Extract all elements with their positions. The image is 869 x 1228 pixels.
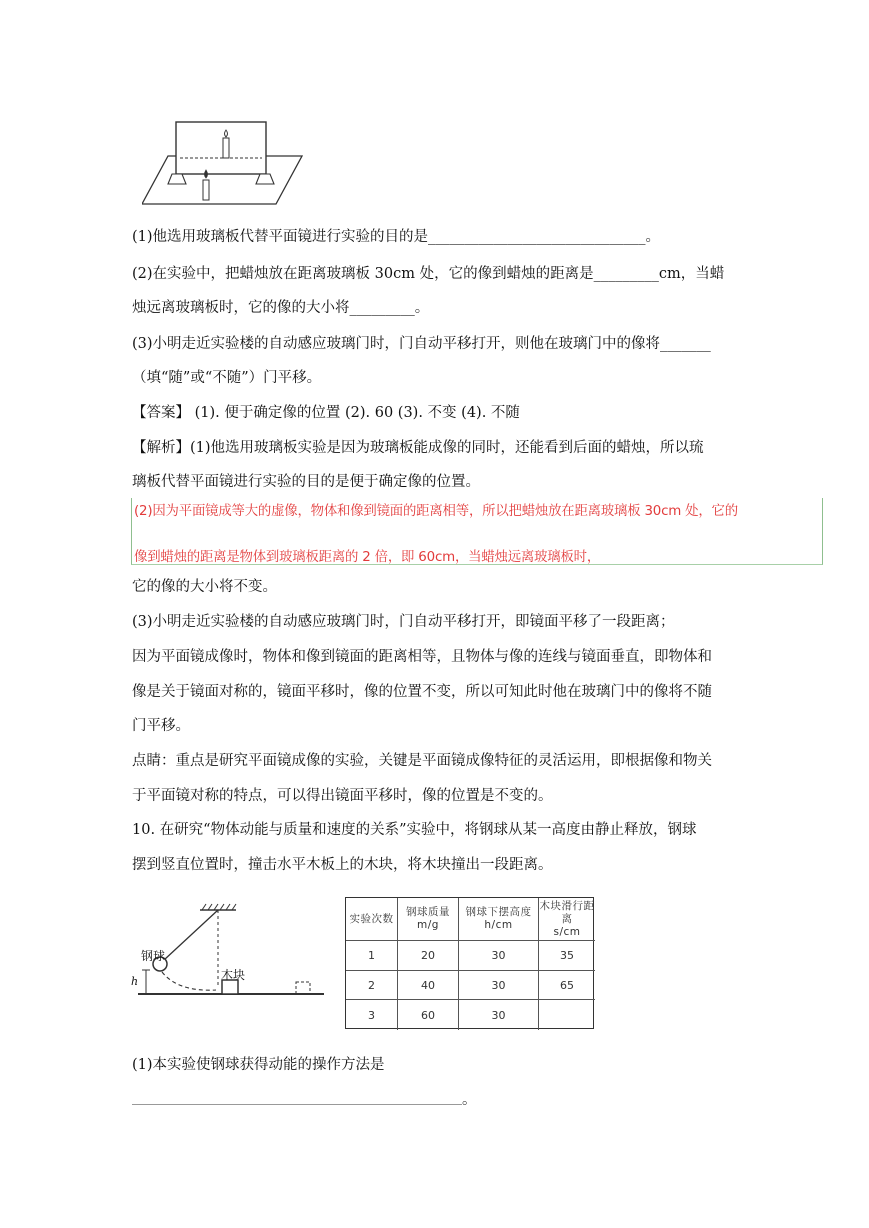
experiment-data-table [345, 897, 594, 1029]
q10-stem-line-2: 摆到竖直位置时，撞击水平木板上的木块，将木块撞出一段距离。 [132, 857, 553, 873]
table-cell: 30 [459, 941, 539, 971]
pendulum-collision-figure [138, 900, 328, 1000]
highlighted-analysis-line-1: (2)因为平面镜成等大的虚像，物体和像到镜面的距离相等，所以把蜡烛放在距离玻璃板 30cm 处，它的 [134, 504, 738, 519]
table-cell: 35 [539, 941, 595, 971]
table-header-cell: 钢球质量 m/g [398, 898, 459, 941]
table-cell: 30 [459, 1000, 539, 1030]
table-header-cell: 木块滑行距离 s/cm [539, 898, 595, 941]
highlighted-analysis-line-2: 像到蜡烛的距离是物体到玻璃板距离的 2 倍，即 60cm，当蜡烛远离玻璃板时， [134, 550, 601, 565]
q9-tip-line-1: 点睛：重点是研究平面镜成像的实验，关键是平面镜成像特征的灵活运用，即根据像和物关 [132, 753, 712, 769]
q9-subquestion-2-line-2: 烛远离玻璃板时，它的像的大小将_________。 [132, 300, 430, 316]
q9-analysis-line-5: 因为平面镜成像时，物体和像到镜面的距离相等，且物体与像的连线与镜面垂直，即物体和 [132, 649, 712, 665]
table-header-cell: 实验次数 [346, 898, 398, 941]
q10-subquestion-1-end: 。 [462, 1092, 477, 1108]
q9-analysis-line-4: (3)小明走近实验楼的自动感应玻璃门时，门自动平移打开，即镜面平移了一段距离； [132, 614, 675, 630]
table-cell: 2 [346, 971, 398, 1000]
wood-block-label: 木块 [221, 968, 246, 982]
q9-analysis-line-2: 璃板代替平面镜进行实验的目的是便于确定像的位置。 [132, 474, 480, 490]
q9-analysis-line-7: 门平移。 [132, 718, 190, 734]
height-label: h [131, 975, 139, 988]
q9-analysis-line-6: 像是关于镜面对称的，镜面平移时，像的位置不变，所以可知此时他在玻璃门中的像将不随 [132, 684, 712, 700]
table-header-cell: 钢球下摆高度 h/cm [459, 898, 539, 941]
table-cell: 40 [398, 971, 459, 1000]
q10-stem-line-1: 10. 在研究“物体动能与质量和速度的关系”实验中，将钢球从某一高度由静止释放，钢球 [132, 822, 697, 838]
table-cell: 30 [459, 971, 539, 1000]
q10-subquestion-1: (1)本实验使钢球获得动能的操作方法是 [132, 1057, 385, 1073]
plane-mirror-experiment-figure [142, 118, 304, 208]
q9-subquestion-2-line-1: (2)在实验中，把蜡烛放在距离玻璃板 30cm 处，它的像到蜡烛的距离是_________cm，当蜡 [132, 266, 725, 282]
table-cell: 3 [346, 1000, 398, 1030]
steel-ball-label: 钢球 [141, 949, 166, 963]
q9-analysis-line-1: 【解析】(1)他选用玻璃板实验是因为玻璃板能成像的同时，还能看到后面的蜡烛，所以琉 [132, 440, 704, 456]
q9-tip-line-2: 于平面镜对称的特点，可以得出镜面平移时，像的位置是不变的。 [132, 788, 553, 804]
q9-analysis-line-3: 它的像的大小将不变。 [132, 579, 277, 595]
table-cell: 1 [346, 941, 398, 971]
q9-subquestion-1: (1)他选用玻璃板代替平面镜进行实验的目的是______________________________。 [132, 229, 661, 245]
q9-subquestion-3-line-2: （填“随”或“不随”）门平移。 [132, 370, 322, 386]
q9-subquestion-3-line-1: (3)小明走近实验楼的自动感应玻璃门时，门自动平移打开，则他在玻璃门中的像将_______ [132, 336, 711, 352]
table-cell: 65 [539, 971, 595, 1000]
table-cell: 20 [398, 941, 459, 971]
q9-answer: 【答案】 (1). 便于确定像的位置 (2). 60 (3). 不变 (4). 不随 [132, 405, 520, 421]
table-cell: 60 [398, 1000, 459, 1030]
table-cell [539, 1000, 595, 1030]
answer-blank-line [132, 1104, 462, 1105]
